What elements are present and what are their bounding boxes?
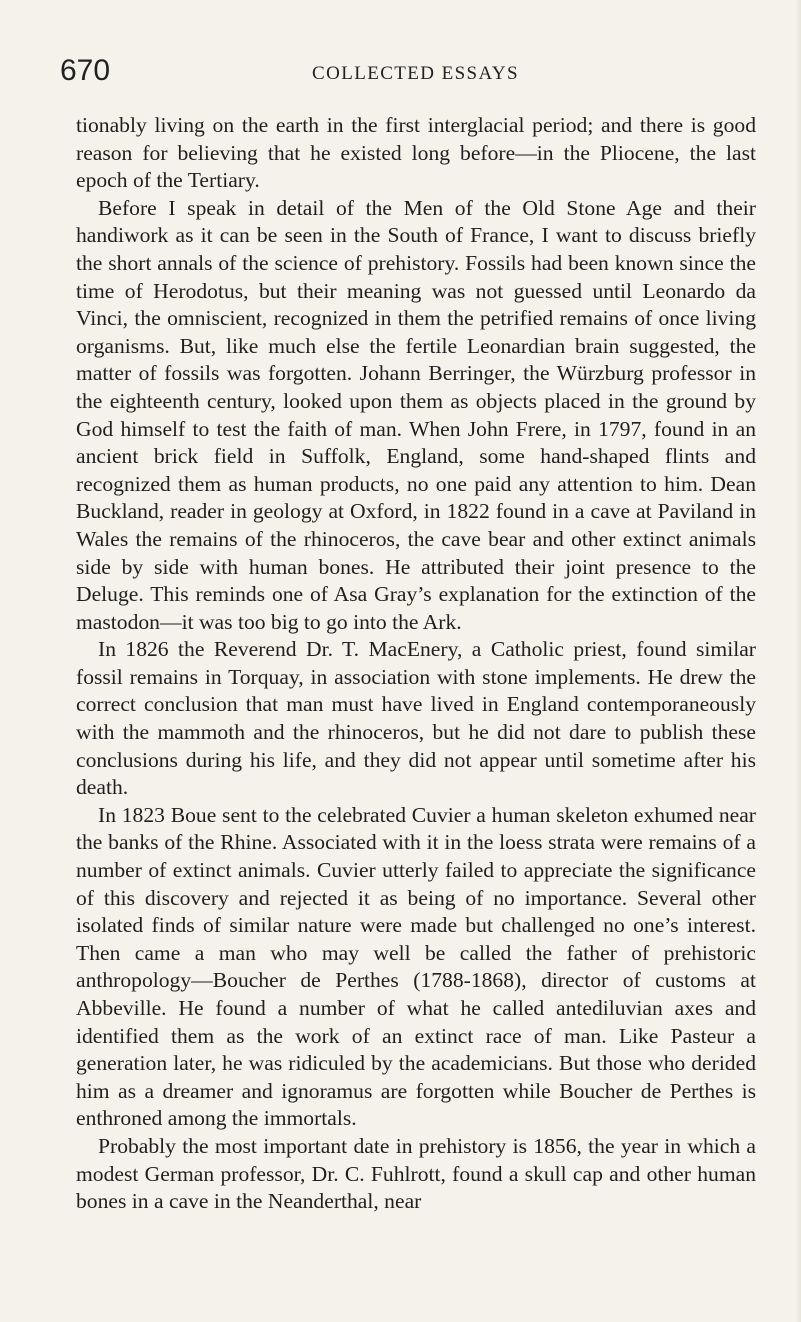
paragraph-3: In 1826 the Reverend Dr. T. MacEnery, a Catholic priest, found similar fossil remains in Torquay, in association with stone implements. He drew the correct conclusion that man must have lived in England contemporaneously with the mammoth and the rhinoceros, but he did not dare to publish these conclusions during his life, and they did not appear until sometime after his death. [76, 637, 756, 800]
paragraph-5: Probably the most important date in prehistory is 1856, the year in which a modest German professor, Dr. C. Fuhlrott, found a skull cap and other human bones in a cave in the Neanderthal, near [76, 1133, 756, 1214]
page-number: 670 [60, 54, 111, 87]
running-head: COLLECTED ESSAYS [312, 63, 519, 84]
body-text [76, 112, 756, 1216]
paragraph-4: In 1823 Boue sent to the celebrated Cuvier a human skeleton exhumed near the banks of the Rhine. Associated with it in the loess strata were remains of a number of extinct animals. Cuvier utterly failed to appreciate the significance of this discovery and rejected it as being of no importance. Several other isolated finds of similar nature were made but challenged no one’s interest. Then came a man who may well be called the father of prehistoric anthropology—Boucher de Perthes (1788-1868), director of customs at Abbeville. He found a number of what he called antediluvian axes and identified them as the work of an extinct race of man. Like Pasteur a generation later, he was ridiculed by the academicians. But those who derided him as a dreamer and ignoramus are forgotten while Boucher de Perthes is enthroned among the immortals. [76, 802, 756, 1131]
page-edge-shadow [795, 0, 801, 1322]
paragraph-1: tionably living on the earth in the first interglacial period; and there is good reason for believing that he existed long before—in the Pliocene, the last epoch of the Tertiary. [76, 113, 756, 193]
paragraph-2: Before I speak in detail of the Men of the Old Stone Age and their handiwork as it can be seen in the South of France, I want to discuss briefly the short annals of the science of prehistory. Fossils had been known since the time of Herodotus, but their meaning was not guessed until Leonardo da Vinci, the omniscient, recognized in them the petrified remains of once living organisms. But, like much else the fertile Leonardian brain suggested, the matter of fossils was forgotten. Johann Berringer, the Würzburg professor in the eighteenth century, looked upon them as objects placed in the ground by God himself to test the faith of man. When John Frere, in 1797, found in an ancient brick field in Suffolk, England, some hand-shaped flints and recognized them as human products, no one paid any attention to him. Dean Buckland, reader in geology at Oxford, in 1822 found in a cave at Paviland in Wales the remains of the rhinoceros, the cave bear and other extinct animals side by side with human bones. He attributed their joint presence to the Deluge. This reminds one of Asa Gray’s explanation for the extinction of the mastodon—it was too big to go into the Ark. [76, 195, 756, 634]
page-header [60, 54, 740, 94]
